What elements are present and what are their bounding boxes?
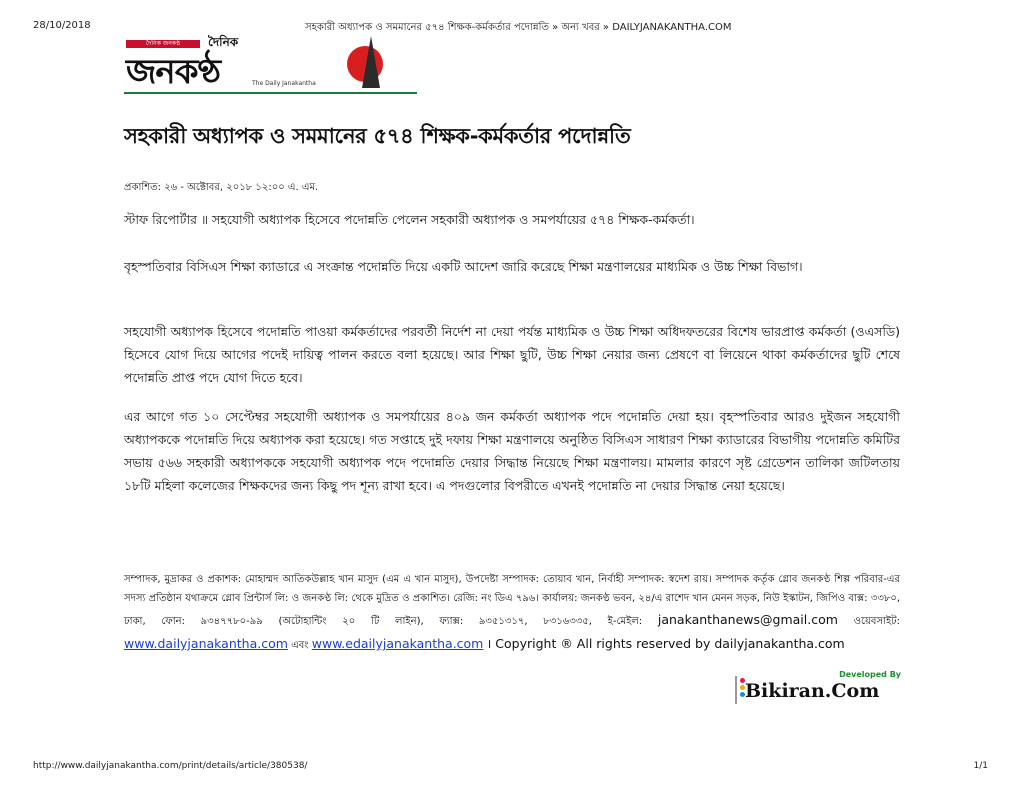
and-text: এবং [291, 640, 309, 651]
logo-underline [124, 92, 417, 94]
published-date: প্রকাশিত: ২৬ - অক্টোবর, ২০১৮ ১২:০০ এ. এম. [124, 182, 319, 193]
website-label: ওয়েবসাইট: [853, 616, 901, 627]
article-paragraph: এর আগে গত ১০ সেপ্টেম্বর সহযোগী অধ্যাপক ও সমপর্যায়ের ৪০৯ জন কর্মকর্তা অধ্যাপক পদে পদোন্নতি দেয়া হয়। বৃহস্পতিবার আরও দুইজন সহযোগী অধ্যাপককে পদোন্নতি দিয়ে অধ্যাপক করা হয়েছে। গত সপ্তাহে দুই দফায় শিক্ষা মন্ত্রণালয়ে অনুষ্ঠিত বিসিএস সাধারণ শিক্ষা ক্যাডারের বিভাগীয় পদোন্নতি কমিটির সভায় ৫৬৬ সহকারী অধ্যাপককে সহযোগী অধ্যাপক পদে পদোন্নতি দেয়ার সিদ্ধান্ত নিয়েছে শিক্ষা মন্ত্রণালয়। মামলার কারণে সৃষ্ট গ্রেডেশন তালিকা জটিলতায় ১৮টি মহিলা কলেজের শিক্ষকদের জন্য কিছু পদ শূন্য রাখা হবে। এ পদগুলোর বিপরীতে এখনই পদোন্নতি না দেয়ার সিদ্ধান্ত নেয়া হয়েছে। [124, 409, 900, 493]
developer-badge[interactable] [735, 670, 903, 706]
article-headline: সহকারী অধ্যাপক ও সমমানের ৫৭৪ শিক্ষক-কর্মকর্তার পদোন্নতি [124, 124, 631, 148]
site-link-epaper[interactable]: www.edailyjanakantha.com [311, 636, 484, 651]
print-date: 28/10/2018 [33, 20, 91, 31]
developed-by-label: Developed By [839, 670, 901, 679]
logo-strap: দৈনিক জনকণ্ঠ [126, 40, 200, 48]
imprint-email: janakanthanews@gmail.com [657, 612, 838, 627]
article-paragraph: বৃহস্পতিবার বিসিএস শিক্ষা ক্যাডারে এ সংক্রান্ত পদোন্নতি দিয়ে একটি আদেশ জারি করেছে শিক্ষা মন্ত্রণালয়ের মাধ্যমিক ও উচ্চ শিক্ষা বিভাগ। [124, 259, 803, 274]
site-link-primary[interactable]: www.dailyjanakantha.com [124, 636, 288, 651]
article-paragraph: সহযোগী অধ্যাপক হিসেবে পদোন্নতি পাওয়া কর্মকর্তাদের পরবর্তী নির্দেশ না দেয়া পর্যন্ত মাধ্যমিক ও উচ্চ শিক্ষা অধিদফতরের বিশেষ ভারপ্রাপ্ত কর্মকর্তা (ওএসডি) হিসেবে যোগ দিয়ে আগের পদেই দায়িত্ব পালন করতে বলা হয়েছে। আর শিক্ষা ছুটি, উচ্চ শিক্ষা নেয়ার জন্য প্রেষণে বা লিয়েনে থাকা কর্মকর্তাদের ছুটি শেষে পদোন্নতি প্রাপ্ত পদে যোগ দিতে হবে। [124, 324, 900, 385]
article-paragraph: স্টাফ রিপোর্টার ॥ সহযোগী অধ্যাপক হিসেবে পদোন্নতি পেলেন সহকারী অধ্যাপক ও সমপর্যায়ের ৫৭৪ শিক্ষক-কর্মকর্তা। [124, 212, 695, 227]
imprint [124, 570, 900, 656]
copyright-text: । Copyright ® All rights reserved by dailyjanakantha.com [486, 636, 845, 651]
print-page-title: সহকারী অধ্যাপক ও সমমানের ৫৭৪ শিক্ষক-কর্মকর্তার পদোন্নতি » অন্য খবর » DAILYJANAKANTHA.COM [305, 22, 732, 33]
logo-wordmark: জনকণ্ঠ [126, 52, 221, 92]
badge-divider [735, 676, 737, 704]
print-url: http://www.dailyjanakantha.com/print/details/article/380538/ [33, 761, 308, 771]
page-number: 1/1 [973, 761, 988, 771]
developer-name: Bikiran.Com [745, 680, 880, 702]
logo-tagline: The Daily Janakantha [252, 80, 316, 87]
janakantha-logo[interactable] [124, 34, 419, 96]
logo-small-text: দৈনিক [208, 35, 239, 49]
imprint-text: সম্পাদক, মুদ্রাকর ও প্রকাশক: মোহাম্মদ আতিকউল্লাহ খান মাসুদ (এম এ খান মাসুদ), উপদেষ্টা সম্পাদক: তোয়াব খান, নির্বাহী সম্পাদক: স্বদেশ রায়। সম্পাদক কর্তৃক গ্লোব জনকণ্ঠ শিল্প পরিবার-এর সদস্য প্রতিষ্ঠান যথাক্রমে গ্লোব প্রিন্টার্স লি: ও জনকণ্ঠ লি: থেকে মুদ্রিত ও প্রকাশিত। রেজি: নং ডিএ ৭৯৬। কার্যালয়: জনকণ্ঠ ভবন, ২৪/এ রাশেদ খান মেনন সড়ক, নিউ ইস্কাটন, জিপিও বাক্স: ৩৩৮০, ঢাকা, ফোন: ৯৩৪৭৭৮০-৯৯ (অটোহান্টিং ২০ টি লাইন), ফ্যাক্স: ৯৩৫১৩১৭, ৮৩১৬৩৩৫, ই-মেইল: [124, 574, 900, 627]
monument-icon [362, 36, 380, 88]
